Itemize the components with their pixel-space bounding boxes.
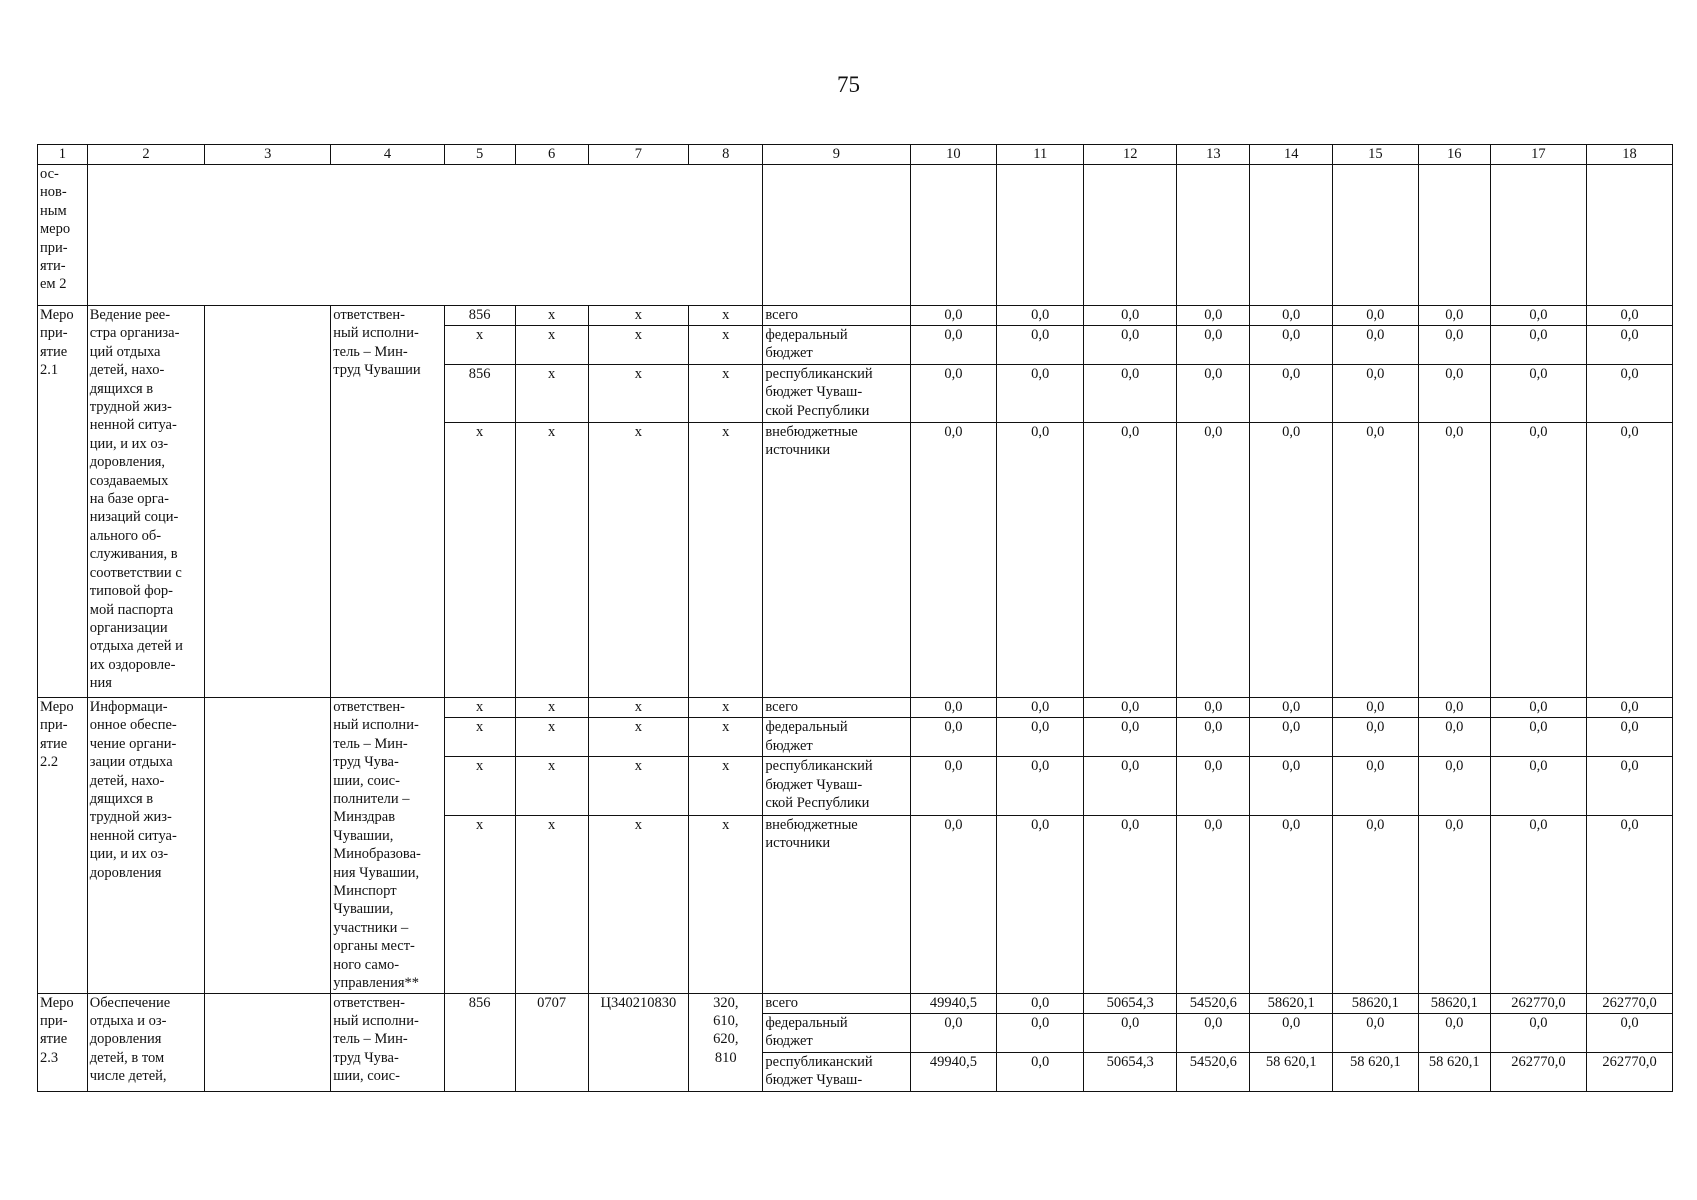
value-cell: 0,0 bbox=[1490, 698, 1586, 718]
value-cell: 0,0 bbox=[1587, 423, 1673, 698]
intro-empty-cell bbox=[1084, 165, 1177, 306]
value-cell: 0,0 bbox=[1332, 306, 1418, 326]
column-header: 15 bbox=[1332, 145, 1418, 165]
value-cell: 0,0 bbox=[1332, 815, 1418, 993]
value-cell: 0,0 bbox=[1418, 365, 1490, 423]
value-cell: 0,0 bbox=[1332, 718, 1418, 757]
value-cell: 0,0 bbox=[1084, 698, 1177, 718]
value-cell: 0,0 bbox=[1418, 1013, 1490, 1052]
value-cell: 0,0 bbox=[1490, 306, 1586, 326]
cell-col5: x bbox=[444, 815, 515, 993]
value-cell: 0,0 bbox=[910, 757, 997, 815]
activity-code: Меро при- ятие 2.2 bbox=[38, 698, 88, 994]
funding-source: всего bbox=[763, 698, 910, 718]
column-header: 2 bbox=[87, 145, 205, 165]
value-cell: 0,0 bbox=[1587, 1013, 1673, 1052]
value-cell: 0,0 bbox=[1587, 365, 1673, 423]
value-cell: 0,0 bbox=[1332, 757, 1418, 815]
value-cell: 0,0 bbox=[1084, 326, 1177, 365]
cell-col5: 856 bbox=[444, 306, 515, 326]
value-cell: 0,0 bbox=[1332, 1013, 1418, 1052]
cell-col8: x bbox=[689, 757, 763, 815]
value-cell: 0,0 bbox=[1177, 698, 1250, 718]
value-cell: 0,0 bbox=[1250, 326, 1333, 365]
activity-code: Меро при- ятие 2.1 bbox=[38, 306, 88, 698]
value-cell: 0,0 bbox=[1250, 815, 1333, 993]
column-header: 9 bbox=[763, 145, 910, 165]
column-header: 4 bbox=[331, 145, 444, 165]
value-cell: 0,0 bbox=[1418, 757, 1490, 815]
value-cell: 0,0 bbox=[997, 365, 1084, 423]
value-cell: 0,0 bbox=[1332, 365, 1418, 423]
value-cell: 0,0 bbox=[1418, 698, 1490, 718]
intro-empty-cell bbox=[1177, 165, 1250, 306]
value-cell: 0,0 bbox=[997, 423, 1084, 698]
activity-executor: ответствен- ный исполни- тель – Мин- труд Чува- шии, соис- bbox=[331, 993, 444, 1091]
value-cell: 0,0 bbox=[1490, 815, 1586, 993]
value-cell: 262770,0 bbox=[1587, 1052, 1673, 1091]
cell-col6: 0707 bbox=[515, 993, 588, 1091]
value-cell: 0,0 bbox=[1250, 306, 1333, 326]
column-header: 5 bbox=[444, 145, 515, 165]
cell-col7: x bbox=[588, 718, 689, 757]
activity-code: Меро при- ятие 2.3 bbox=[38, 993, 88, 1091]
value-cell: 0,0 bbox=[997, 306, 1084, 326]
intro-cell: ос- нов- ным меро при- яти- ем 2 bbox=[38, 165, 88, 306]
cell-col8: x bbox=[689, 326, 763, 365]
cell-col5: x bbox=[444, 326, 515, 365]
value-cell: 58 620,1 bbox=[1250, 1052, 1333, 1091]
value-cell: 262770,0 bbox=[1490, 993, 1586, 1013]
cell-col6: x bbox=[515, 423, 588, 698]
column-header: 1 bbox=[38, 145, 88, 165]
value-cell: 0,0 bbox=[910, 718, 997, 757]
value-cell: 0,0 bbox=[997, 1052, 1084, 1091]
intro-empty-cell bbox=[997, 165, 1084, 306]
value-cell: 0,0 bbox=[1418, 718, 1490, 757]
value-cell: 0,0 bbox=[997, 718, 1084, 757]
activity-executor: ответствен- ный исполни- тель – Мин- труд Чувашии bbox=[331, 306, 444, 698]
column-header: 18 bbox=[1587, 145, 1673, 165]
value-cell: 0,0 bbox=[1177, 757, 1250, 815]
cell-col6: x bbox=[515, 365, 588, 423]
funding-source: республиканский бюджет Чуваш- ской Республики bbox=[763, 757, 910, 815]
value-cell: 0,0 bbox=[1418, 306, 1490, 326]
column-header: 17 bbox=[1490, 145, 1586, 165]
cell-col6: x bbox=[515, 326, 588, 365]
value-cell: 0,0 bbox=[1084, 423, 1177, 698]
cell-col6: x bbox=[515, 698, 588, 718]
value-cell: 0,0 bbox=[910, 306, 997, 326]
value-cell: 0,0 bbox=[1250, 365, 1333, 423]
cell-col7: x bbox=[588, 698, 689, 718]
cell-col6: x bbox=[515, 306, 588, 326]
funding-source: федеральный бюджет bbox=[763, 1013, 910, 1052]
value-cell: 0,0 bbox=[1587, 306, 1673, 326]
cell-col5: 856 bbox=[444, 365, 515, 423]
value-cell: 0,0 bbox=[997, 698, 1084, 718]
cell-col8: x bbox=[689, 306, 763, 326]
value-cell: 0,0 bbox=[997, 757, 1084, 815]
value-cell: 0,0 bbox=[1490, 757, 1586, 815]
intro-empty-cell bbox=[1250, 165, 1333, 306]
value-cell: 49940,5 bbox=[910, 993, 997, 1013]
column-header: 7 bbox=[588, 145, 689, 165]
value-cell: 0,0 bbox=[910, 326, 997, 365]
value-cell: 0,0 bbox=[997, 815, 1084, 993]
value-cell: 0,0 bbox=[1332, 423, 1418, 698]
value-cell: 58620,1 bbox=[1250, 993, 1333, 1013]
value-cell: 0,0 bbox=[1177, 1013, 1250, 1052]
value-cell: 0,0 bbox=[1250, 757, 1333, 815]
value-cell: 0,0 bbox=[1177, 718, 1250, 757]
intro-row bbox=[38, 165, 1673, 306]
value-cell: 0,0 bbox=[1490, 718, 1586, 757]
value-cell: 0,0 bbox=[910, 423, 997, 698]
value-cell: 0,0 bbox=[1250, 423, 1333, 698]
funding-source: всего bbox=[763, 993, 910, 1013]
cell-col6: x bbox=[515, 718, 588, 757]
value-cell: 0,0 bbox=[997, 1013, 1084, 1052]
table-body bbox=[38, 145, 1673, 1092]
value-cell: 0,0 bbox=[1250, 718, 1333, 757]
value-cell: 0,0 bbox=[1084, 815, 1177, 993]
value-cell: 50654,3 bbox=[1084, 993, 1177, 1013]
value-cell: 0,0 bbox=[1587, 815, 1673, 993]
page-number: 75 bbox=[837, 72, 860, 97]
activity-col3 bbox=[205, 698, 331, 994]
value-cell: 0,0 bbox=[1418, 423, 1490, 698]
cell-col5: x bbox=[444, 698, 515, 718]
intro-empty-cell bbox=[1332, 165, 1418, 306]
value-cell: 49940,5 bbox=[910, 1052, 997, 1091]
funding-source: республиканский бюджет Чуваш- bbox=[763, 1052, 910, 1091]
value-cell: 0,0 bbox=[1490, 365, 1586, 423]
cell-col5: 856 bbox=[444, 993, 515, 1091]
intro-empty-cell bbox=[1418, 165, 1490, 306]
value-cell: 0,0 bbox=[1084, 718, 1177, 757]
column-header: 14 bbox=[1250, 145, 1333, 165]
value-cell: 54520,6 bbox=[1177, 1052, 1250, 1091]
value-cell: 0,0 bbox=[1332, 698, 1418, 718]
cell-col8: x bbox=[689, 423, 763, 698]
intro-merged-cell bbox=[87, 165, 763, 306]
value-cell: 0,0 bbox=[1418, 815, 1490, 993]
funding-source: всего bbox=[763, 306, 910, 326]
column-header: 8 bbox=[689, 145, 763, 165]
cell-col6: x bbox=[515, 757, 588, 815]
cell-col8: x bbox=[689, 815, 763, 993]
value-cell: 0,0 bbox=[1490, 326, 1586, 365]
cell-col8: 320, 610, 620, 810 bbox=[689, 993, 763, 1091]
cell-col5: x bbox=[444, 423, 515, 698]
funding-source: федеральный бюджет bbox=[763, 326, 910, 365]
cell-col8: x bbox=[689, 365, 763, 423]
table-row bbox=[38, 306, 1673, 326]
column-header: 16 bbox=[1418, 145, 1490, 165]
cell-col5: x bbox=[444, 757, 515, 815]
value-cell: 0,0 bbox=[997, 326, 1084, 365]
value-cell: 50654,3 bbox=[1084, 1052, 1177, 1091]
cell-col8: x bbox=[689, 718, 763, 757]
intro-empty-cell bbox=[763, 165, 910, 306]
column-header: 10 bbox=[910, 145, 997, 165]
table-row bbox=[38, 993, 1673, 1013]
value-cell: 0,0 bbox=[1177, 326, 1250, 365]
value-cell: 262770,0 bbox=[1490, 1052, 1586, 1091]
value-cell: 262770,0 bbox=[1587, 993, 1673, 1013]
value-cell: 58620,1 bbox=[1418, 993, 1490, 1013]
value-cell: 0,0 bbox=[1177, 423, 1250, 698]
cell-col7: x bbox=[588, 815, 689, 993]
value-cell: 58 620,1 bbox=[1332, 1052, 1418, 1091]
cell-col7: x bbox=[588, 757, 689, 815]
value-cell: 0,0 bbox=[910, 1013, 997, 1052]
value-cell: 0,0 bbox=[910, 698, 997, 718]
column-header: 12 bbox=[1084, 145, 1177, 165]
value-cell: 0,0 bbox=[1177, 815, 1250, 993]
value-cell: 0,0 bbox=[1250, 698, 1333, 718]
cell-col7: x bbox=[588, 306, 689, 326]
activity-name: Информаци- онное обеспе- чение органи- зации отдыха детей, нахо- дящихся в трудной жиз- ненной ситуа- ции, и их оз- доровления bbox=[87, 698, 205, 994]
funding-source: республиканский бюджет Чуваш- ской Республики bbox=[763, 365, 910, 423]
cell-col7: x bbox=[588, 423, 689, 698]
value-cell: 0,0 bbox=[997, 993, 1084, 1013]
value-cell: 0,0 bbox=[1587, 757, 1673, 815]
activity-name: Обеспечение отдыха и оз- доровления детей, в том числе детей, bbox=[87, 993, 205, 1091]
budget-table bbox=[37, 144, 1673, 1092]
value-cell: 0,0 bbox=[1084, 365, 1177, 423]
cell-col7: x bbox=[588, 365, 689, 423]
table-row bbox=[38, 698, 1673, 718]
value-cell: 0,0 bbox=[1250, 1013, 1333, 1052]
value-cell: 0,0 bbox=[1084, 757, 1177, 815]
activity-executor: ответствен- ный исполни- тель – Мин- труд Чува- шии, соис- полнители – Минздрав Чувашии, Минобразова- ния Чувашии, Минспорт Чувашии, участники – органы мест- ного само- управления** bbox=[331, 698, 444, 994]
header-row bbox=[38, 145, 1673, 165]
funding-source: внебюджетные источники bbox=[763, 423, 910, 698]
value-cell: 0,0 bbox=[1490, 1013, 1586, 1052]
value-cell: 0,0 bbox=[1084, 1013, 1177, 1052]
funding-source: внебюджетные источники bbox=[763, 815, 910, 993]
cell-col7: Ц340210830 bbox=[588, 993, 689, 1091]
column-header: 11 bbox=[997, 145, 1084, 165]
value-cell: 0,0 bbox=[1177, 306, 1250, 326]
intro-empty-cell bbox=[910, 165, 997, 306]
column-header: 3 bbox=[205, 145, 331, 165]
value-cell: 58620,1 bbox=[1332, 993, 1418, 1013]
value-cell: 0,0 bbox=[910, 815, 997, 993]
cell-col8: x bbox=[689, 698, 763, 718]
value-cell: 58 620,1 bbox=[1418, 1052, 1490, 1091]
intro-empty-cell bbox=[1490, 165, 1586, 306]
activity-col3 bbox=[205, 306, 331, 698]
value-cell: 0,0 bbox=[1418, 326, 1490, 365]
value-cell: 0,0 bbox=[1177, 365, 1250, 423]
activity-col3 bbox=[205, 993, 331, 1091]
value-cell: 0,0 bbox=[1587, 698, 1673, 718]
value-cell: 0,0 bbox=[1084, 306, 1177, 326]
value-cell: 0,0 bbox=[910, 365, 997, 423]
activity-name: Ведение рее- стра организа- ций отдыха детей, нахо- дящихся в трудной жиз- ненной ситуа- ции, и их оз- доровления, создаваемых на базе орга- низаций соци- ального об- служивания, в соответствии с типовой фор- мой паспорта организации отдыха детей и их оздоровле- ния bbox=[87, 306, 205, 698]
cell-col6: x bbox=[515, 815, 588, 993]
value-cell: 0,0 bbox=[1490, 423, 1586, 698]
value-cell: 54520,6 bbox=[1177, 993, 1250, 1013]
value-cell: 0,0 bbox=[1587, 326, 1673, 365]
column-header: 6 bbox=[515, 145, 588, 165]
value-cell: 0,0 bbox=[1332, 326, 1418, 365]
cell-col7: x bbox=[588, 326, 689, 365]
funding-source: федеральный бюджет bbox=[763, 718, 910, 757]
intro-empty-cell bbox=[1587, 165, 1673, 306]
value-cell: 0,0 bbox=[1587, 718, 1673, 757]
column-header: 13 bbox=[1177, 145, 1250, 165]
cell-col5: x bbox=[444, 718, 515, 757]
